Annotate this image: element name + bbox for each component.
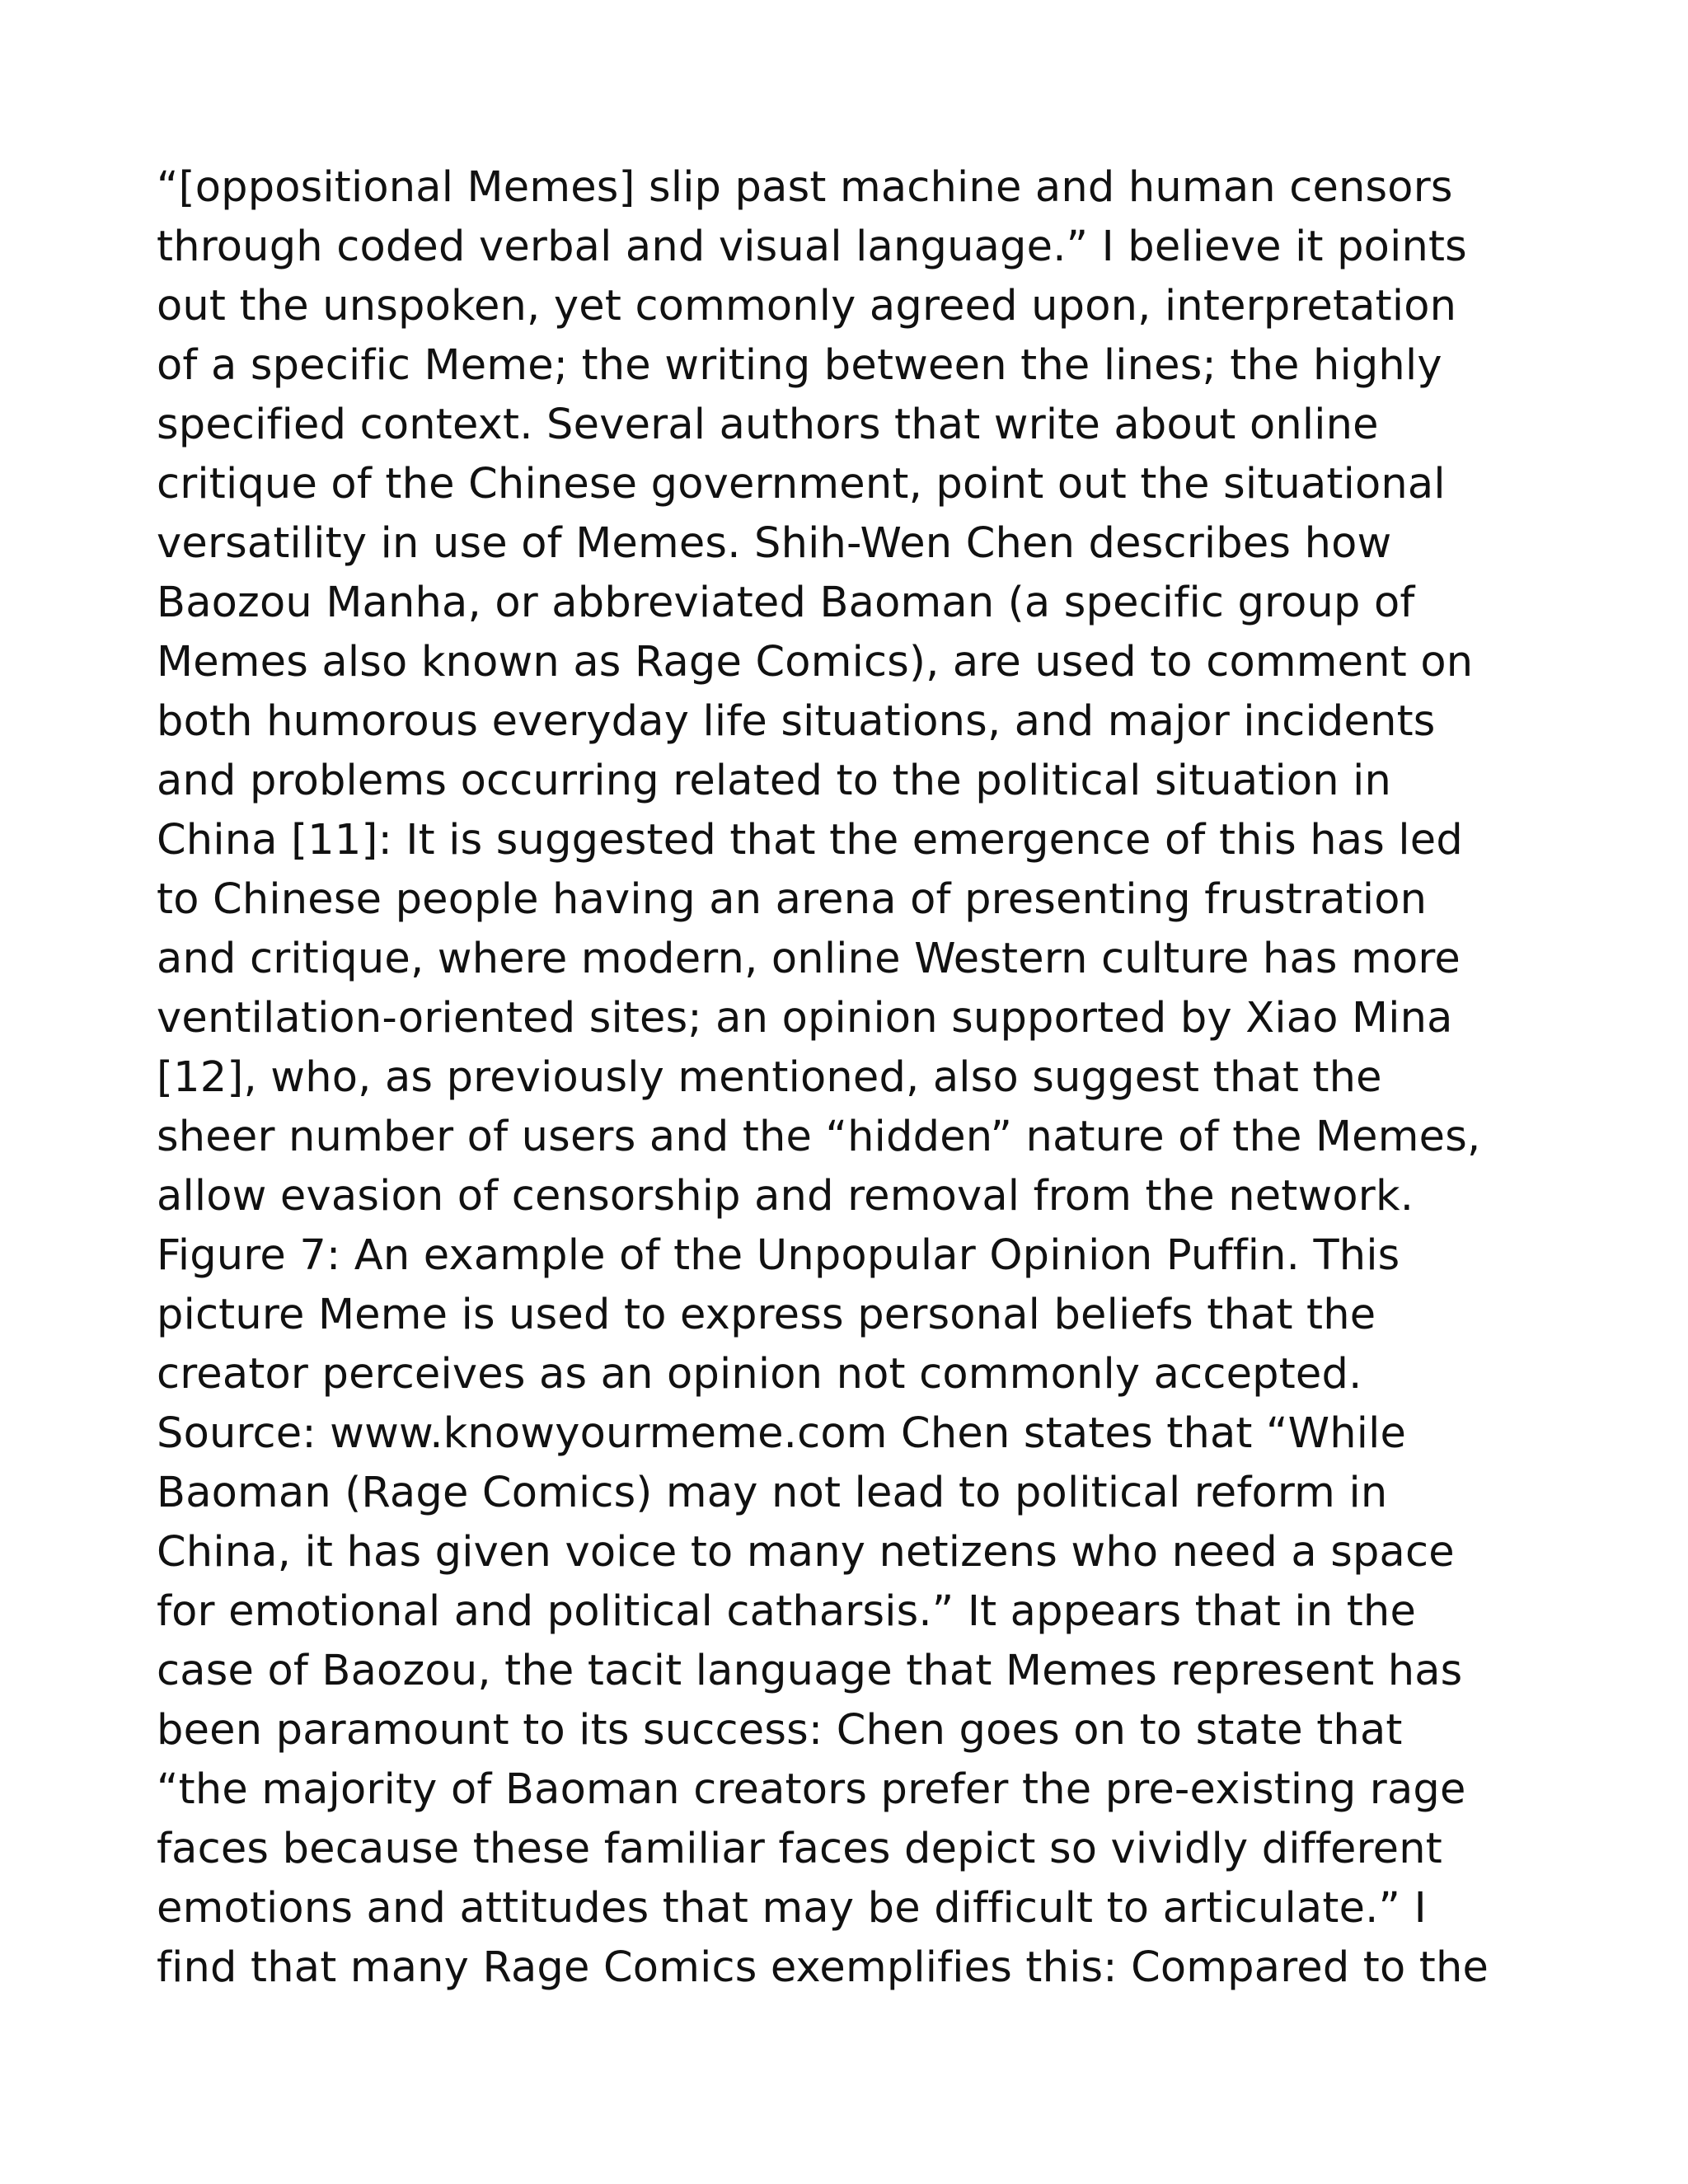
text-line: through coded verbal and visual language.” I believe it points: [157, 223, 1467, 271]
text-line: ventilation-oriented sites; an opinion supported by Xiao Mina: [157, 994, 1453, 1043]
text-line: sheer number of users and the “hidden” nature of the Memes,: [157, 1113, 1481, 1161]
text-line: “[oppositional Memes] slip past machine and human censors: [157, 163, 1453, 212]
text-line: emotions and attitudes that may be difficult to articulate.” I: [157, 1884, 1427, 1933]
text-line: Baoman (Rage Comics) may not lead to political reform in: [157, 1469, 1388, 1517]
text-line: allow evasion of censorship and removal from the network.: [157, 1172, 1414, 1221]
text-line: out the unspoken, yet commonly agreed upon, interpretation: [157, 282, 1457, 330]
text-line: picture Meme is used to express personal beliefs that the: [157, 1291, 1376, 1339]
text-line: [12], who, as previously mentioned, also suggest that the: [157, 1053, 1382, 1102]
text-line: and critique, where modern, online Western culture has more: [157, 935, 1461, 983]
text-line: Figure 7: An example of the Unpopular Opinion Puffin. This: [157, 1231, 1400, 1280]
text-line: creator perceives as an opinion not commonly accepted.: [157, 1350, 1362, 1399]
text-line: “the majority of Baoman creators prefer the pre-existing rage: [157, 1765, 1466, 1814]
text-line: China, it has given voice to many netizens who need a space: [157, 1528, 1455, 1577]
text-line: Source: www.knowyourmeme.com Chen states that “While: [157, 1409, 1407, 1458]
text-line: case of Baozou, the tacit language that Memes represent has: [157, 1647, 1463, 1695]
text-line: of a specific Meme; the writing between the lines; the highly: [157, 341, 1442, 390]
text-line: find that many Rage Comics exemplifies this: Compared to the: [157, 1943, 1489, 1992]
text-line: for emotional and political catharsis.” It appears that in the: [157, 1587, 1417, 1636]
text-line: and problems occurring related to the political situation in: [157, 757, 1392, 805]
text-line: both humorous everyday life situations, and major incidents: [157, 697, 1436, 746]
text-line: versatility in use of Memes. Shih-Wen Chen describes how: [157, 519, 1392, 568]
text-line: China [11]: It is suggested that the emergence of this has led: [157, 816, 1463, 865]
text-line: Baozou Manha, or abbreviated Baoman (a specific group of: [157, 579, 1415, 627]
text-line: Memes also known as Rage Comics), are used to comment on: [157, 638, 1474, 687]
text-line: critique of the Chinese government, point out the situational: [157, 460, 1446, 509]
text-line: specified context. Several authors that write about online: [157, 401, 1379, 449]
text-line: faces because these familiar faces depict so vividly different: [157, 1825, 1442, 1873]
text-line: to Chinese people having an arena of presenting frustration: [157, 875, 1428, 924]
body-text: [157, 158, 1558, 1998]
text-line: been paramount to its success: Chen goes on to state that: [157, 1706, 1403, 1755]
